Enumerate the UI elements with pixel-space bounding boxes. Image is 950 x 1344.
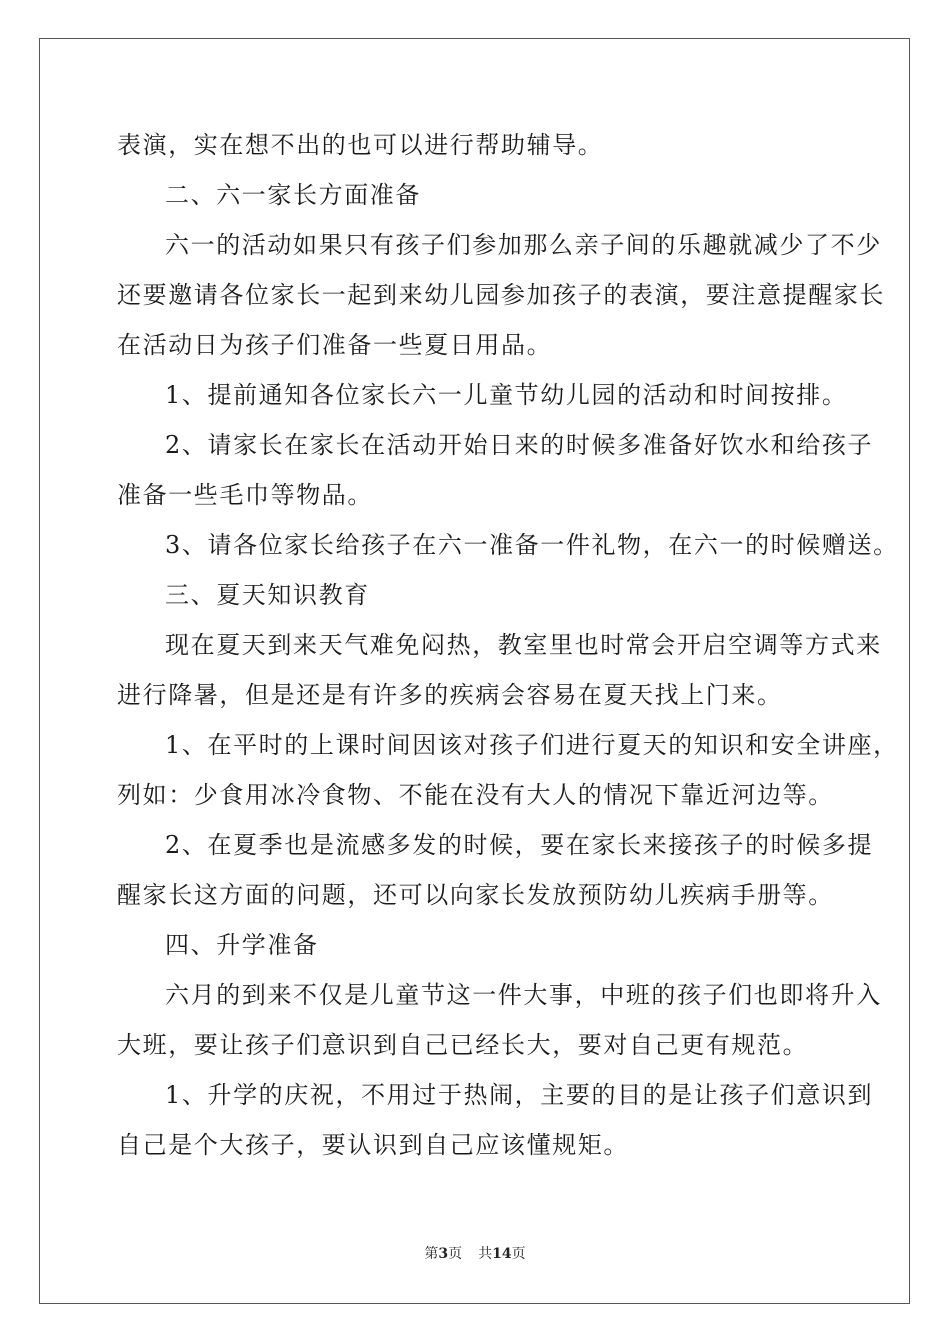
list-item: 2、在夏季也是流感多发的时候，要在家长来接孩子的时候多提 (165, 831, 874, 859)
page-suffix: 页 (448, 1246, 463, 1262)
document-body (117, 120, 899, 1170)
section-heading: 二、六一家长方面准备 (165, 181, 421, 209)
total-pages: 14 (492, 1246, 512, 1262)
text-line: 自己是个大孩子，要认识到自己应该懂规矩。 (117, 1131, 629, 1159)
list-item: 1、提前通知各位家长六一儿童节幼儿园的活动和时间按排。 (165, 381, 848, 409)
list-item: 1、在平时的上课时间因该对孩子们进行夏天的知识和安全讲座， (165, 731, 899, 759)
page-prefix: 第 (424, 1246, 439, 1262)
list-item: 2、请家长在家长在活动开始日来的时候多准备好饮水和给孩子 (165, 431, 874, 459)
page-footer (0, 1243, 950, 1263)
text-line: 进行降暑，但是还是有许多的疾病会容易在夏天找上门来。 (117, 681, 783, 709)
text-line: 大班，要让孩子们意识到自己已经长大，要对自己更有规范。 (117, 1031, 809, 1059)
total-prefix: 共 (478, 1246, 493, 1262)
list-item: 3、请各位家长给孩子在六一准备一件礼物，在六一的时候赠送。 (165, 531, 899, 559)
text-line: 醒家长这方面的问题，还可以向家长发放预防幼儿疾病手册等。 (117, 881, 834, 909)
section-heading: 四、升学准备 (165, 931, 319, 959)
total-suffix: 页 (511, 1246, 526, 1262)
text-line: 表演，实在想不出的也可以进行帮助辅导。 (117, 131, 604, 159)
text-line: 在活动日为孩子们准备一些夏日用品。 (117, 331, 553, 359)
page-number: 3 (438, 1246, 449, 1262)
section-heading: 三、夏天知识教育 (165, 581, 370, 609)
text-line: 列如：少食用冰冷食物、不能在没有大人的情况下靠近河边等。 (117, 781, 834, 809)
text-line: 还要邀请各位家长一起到来幼儿园参加孩子的表演，要注意提醒家长 (117, 281, 885, 309)
text-line: 六一的活动如果只有孩子们参加那么亲子间的乐趣就减少了不少 (165, 231, 882, 259)
text-line: 六月的到来不仅是儿童节这一件大事，中班的孩子们也即将升入 (165, 981, 882, 1009)
text-line: 现在夏天到来天气难免闷热，教室里也时常会开启空调等方式来 (165, 631, 882, 659)
list-item: 1、升学的庆祝，不用过于热闹，主要的目的是让孩子们意识到 (165, 1081, 874, 1109)
text-line: 准备一些毛巾等物品。 (117, 481, 373, 509)
